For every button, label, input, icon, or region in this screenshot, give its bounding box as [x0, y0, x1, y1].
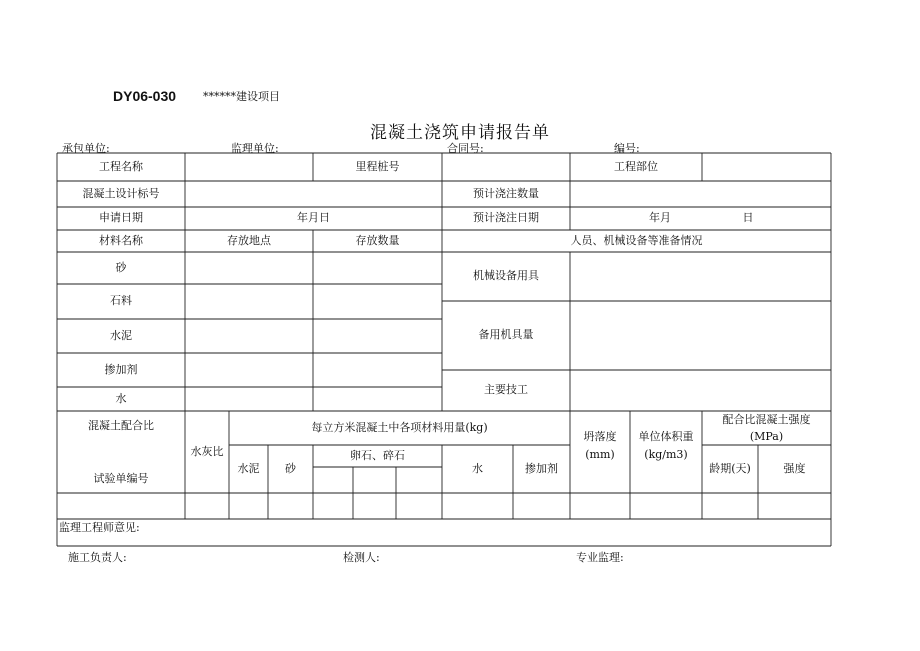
col-storage-location: 存放地点: [227, 233, 271, 247]
form-title: 混凝土浇筑申请报告单: [370, 123, 550, 143]
label-slump-unit: (mm): [585, 447, 615, 461]
inspector-label: 检测人:: [343, 551, 380, 564]
label-gravel: 卵石、碎石: [350, 448, 405, 462]
material-sand: 砂: [115, 260, 127, 274]
col-preparation: 人员、机械设备等准备情况: [570, 233, 703, 247]
material-water: 水: [115, 391, 127, 405]
label-cement: 水泥: [237, 461, 260, 475]
prep-backup-equipment: 备用机具量: [478, 328, 534, 342]
field-est-date-month[interactable]: 年月: [649, 211, 671, 225]
label-project-name: 工程名称: [99, 159, 143, 173]
col-material-name: 材料名称: [99, 233, 143, 247]
project-name: ******建设项目: [203, 90, 280, 103]
material-admixture: 掺加剂: [104, 362, 138, 376]
label-est-date: 预计浇注日期: [473, 211, 539, 225]
label-design-grade: 混凝土设计标号: [82, 186, 160, 200]
label-strength: 强度: [783, 461, 806, 475]
field-design-grade[interactable]: [185, 181, 442, 207]
prep-equipment: 机械设备用具: [473, 269, 539, 283]
label-water: 水: [472, 461, 483, 475]
label-wc-ratio: 水灰比: [190, 444, 224, 458]
material-stone: 石料: [110, 294, 132, 308]
label-project-dept: 工程部位: [614, 159, 658, 173]
label-unit-weight: 单位体积重: [638, 429, 694, 443]
label-sand: 砂: [285, 461, 296, 475]
document-code: DY06-030: [113, 88, 177, 104]
field-mileage[interactable]: [442, 153, 570, 181]
label-mileage: 里程桩号: [355, 159, 400, 173]
label-strength-title: 配合比混凝土强度: [722, 413, 811, 427]
field-est-date-day[interactable]: 日: [742, 211, 754, 225]
label-unit-weight-unit: (kg/m3): [644, 447, 688, 461]
serial-no-label: 编号:: [614, 142, 640, 155]
supervisor-unit-label: 监理单位:: [231, 142, 279, 155]
label-strength-unit: (MPa): [749, 429, 784, 443]
material-cement: 水泥: [110, 328, 132, 342]
col-storage-quantity: 存放数量: [355, 233, 400, 247]
label-admixture: 掺加剂: [525, 461, 558, 475]
prep-skilled-workers: 主要技工: [484, 383, 528, 397]
engineer-opinion-label: 监理工程师意见:: [59, 520, 140, 534]
label-slump: 坍落度: [583, 429, 617, 443]
label-mix-ratio: 混凝土配合比: [88, 418, 154, 432]
contractor-label: 承包单位:: [62, 142, 110, 155]
label-apply-date: 申请日期: [99, 211, 143, 225]
contract-no-label: 合同号:: [447, 142, 484, 155]
label-test-no: 试验单编号: [93, 471, 149, 485]
field-project-name[interactable]: [185, 153, 313, 181]
label-age: 龄期(天): [709, 461, 751, 475]
label-per-cubic: 每立方米混凝土中各项材料用量(kg): [311, 420, 488, 434]
field-project-dept[interactable]: [702, 153, 831, 181]
field-est-volume[interactable]: [570, 181, 831, 207]
specialist-label: 专业监理:: [576, 551, 624, 564]
label-est-volume: 预计浇注数量: [473, 186, 539, 200]
construction-lead-label: 施工负责人:: [68, 551, 127, 564]
field-apply-date[interactable]: 年月日: [297, 211, 330, 225]
